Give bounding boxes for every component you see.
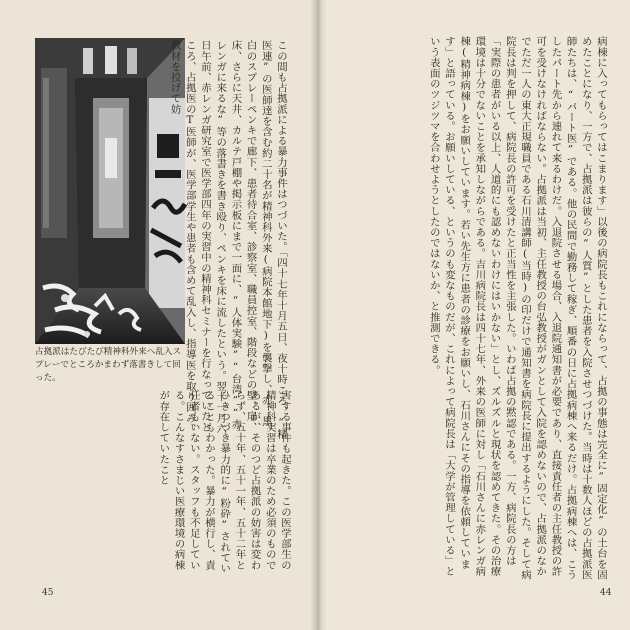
left-body-upper: この間も占拠派による暴力事件はつづいた。「四十七年十月五日、夜十時ころ、“精医連”の医師達を含む約二十名が精神科外来(病院本館地下)を襲撃し、赤、黒、白のスプレーペンキで廊下、患者待合室、診察室、職員控室、階段などの壁、扉、床、さらに天井、カルテ戸棚や掲示板にまで一面に、“人体実験”“台湾”“赤レンガに来るな”等の落書きを書き殴り、ペンキを床に流したという。翌十一月六日午前、赤レンガ研究室で医学部四年の実習中の精神科セミナーを行なっていたところ、占拠医のT医師が、医学部学生や患者も含めて乱入し、指導医を取り囲み、教材を投げて妨 xyxy=(168,40,287,440)
graffiti-corridor-image xyxy=(35,38,185,344)
photo-caption: 占拠派はたびたび精神科外来へ乱入スプレーでところかまわず落書きして回った。 xyxy=(35,347,182,383)
left-body-lower: 害する事件も起きた。この医学部生の精神科実習は卒業のため必須のものであるが、そのつど占拠派の妨害は変わらず、五十年、五十一年、五十二年とひきつづき暴力的に“粉砕”されていることもわかった。暴力が横行し、責任者もいない。スタッフも不足している。こんなすさまじい医療環境の病棟が存在していたこと xyxy=(157,390,291,574)
right-body-text: 病棟に入ってもらってはこまります」以後の病院長もこれにならって、占拠の事態は完全に“固定化”の土台を固めたことになり、一方で、占拠派は彼らの“人質”とした患者を入院させつづけた。当時は十数人ほどの占拠派医師たちは、“パート医”である。他の民間で勤務して稼ぎ、順番の日に占拠病棟へ来るだけ。占拠病棟へは、こうしたパート先から連れて来るわけだ。入退院させる場合、入退院通知書が必要であり、直接責任者の主任教授の許可を受けなければならない。占拠派は当初、主任教授の台弘教授がガンとして入院を認めないので、占拠派のなかでただ一人の東大正規職員である石川清講師(当時)の印だけで通知書を病院長に提出するようにした。そして病院長は判を押して、病院長の許可を受けたと正当性を主張した。いわば占拠の黙認である。一方、病院長の方は「実際の患者がいる以上、人道的にも認めないわけにはいかない」とし、ズルズルと現状を認めてきた。その治療環境は十分でないことを承知しながらである。吉川病院長は四十七年、外来の医師に対し「石川さんに赤レンガ病棟(精神病棟)をお願いしています。若い先生方に患者の診療をお願いし、石川さんにその指導を依頼しています」と語っている。お願いしている、というのも変なものだが、これによって病院長は「大学が管理している」という表面のツジツマを合わせようとしたのではないか、と推測できる。 xyxy=(427,36,607,580)
right-page xyxy=(318,0,630,630)
page-number-left: 45 xyxy=(42,588,54,598)
book-gutter xyxy=(310,0,326,630)
corridor-photo xyxy=(35,38,185,344)
page-number-right: 44 xyxy=(600,588,612,598)
